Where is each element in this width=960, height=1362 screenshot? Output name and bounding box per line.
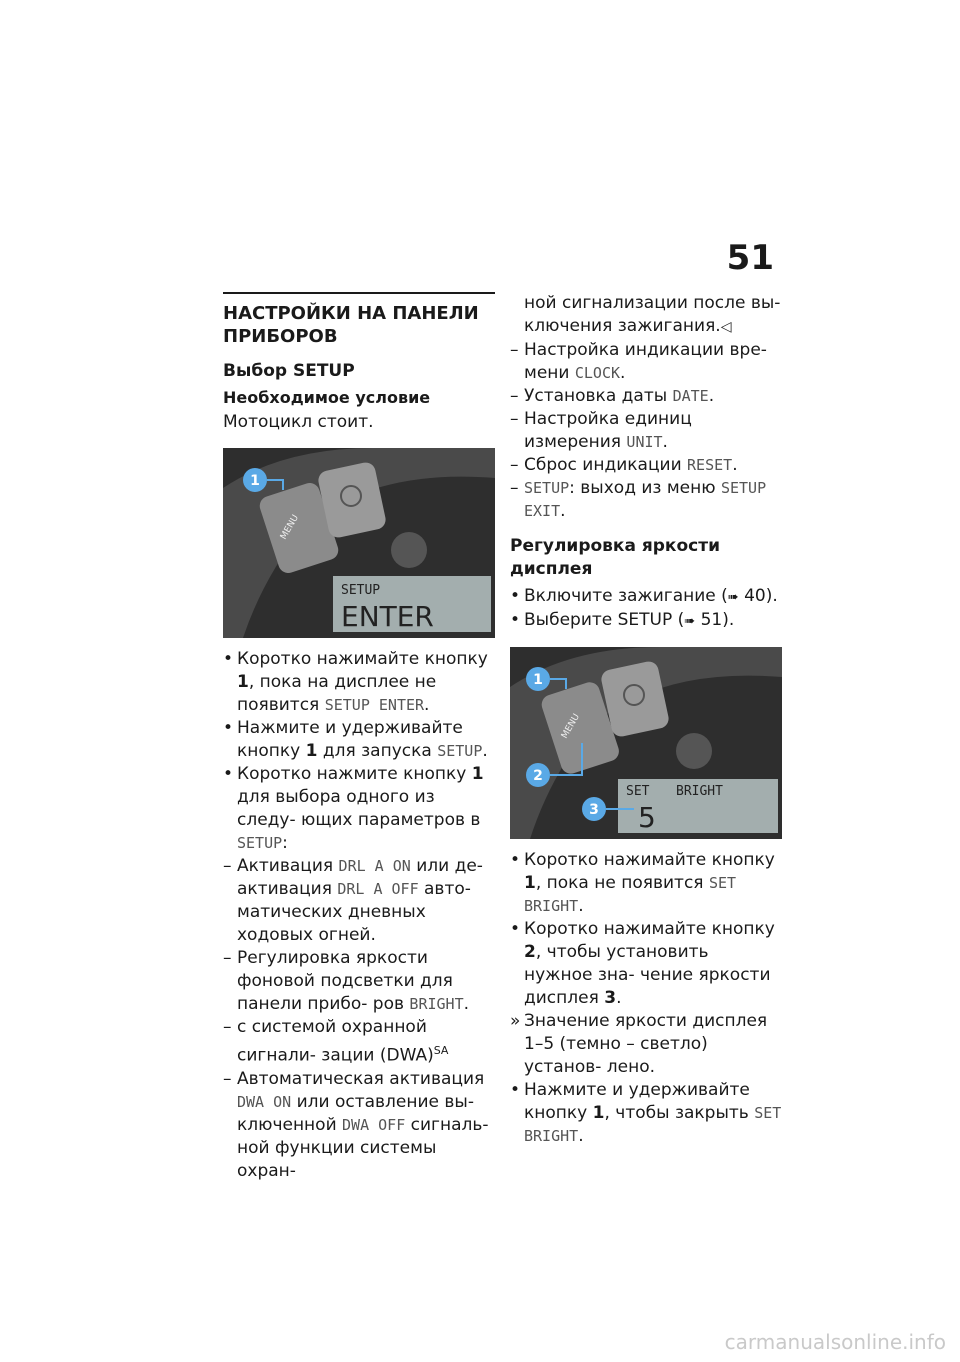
ref-number: 3 <box>604 988 617 1008</box>
list-marker: – <box>510 455 519 475</box>
list-marker: • <box>510 610 521 630</box>
list-item <box>223 1016 495 1068</box>
text: . <box>424 695 430 715</box>
display-text: CLOCK <box>574 364 621 382</box>
text: : <box>282 833 288 853</box>
text: ной сигнализации после вы- ключения зажигания. <box>524 293 781 336</box>
text: Значение яркости дисплея 1–5 (темно – светло) установ- лено. <box>524 1011 768 1077</box>
section-title-line1: НАСТРОЙКИ НА ПАНЕЛИ <box>223 303 479 324</box>
ref-number: 2 <box>524 942 536 962</box>
brightness-prerequisites <box>510 585 782 633</box>
list-item <box>510 609 782 633</box>
section-rule <box>223 292 495 294</box>
text: Коротко нажмите кнопку <box>237 764 472 784</box>
text: Включите зажигание ( <box>524 586 728 606</box>
screen-enter-text: ENTER <box>341 600 434 633</box>
list-item <box>510 477 782 523</box>
display-text: SET BRIGHT <box>524 874 737 915</box>
text: или де- активация <box>237 856 483 899</box>
brightness-heading <box>510 535 782 581</box>
list-marker: • <box>223 764 234 784</box>
text: или оставление вы- ключенной <box>237 1091 474 1135</box>
list-item <box>510 585 782 609</box>
list-item <box>510 339 782 385</box>
condition-heading: Необходимое условие <box>223 388 431 407</box>
option-marker: SA <box>433 1044 449 1057</box>
text: 51). <box>695 610 735 630</box>
text: . <box>560 501 566 521</box>
page-ref-arrow-icon: ➠ <box>684 614 696 629</box>
display-text: SETUP ENTER <box>324 696 425 714</box>
text: Нажмите и удерживайте кнопку <box>524 1080 750 1123</box>
list-item <box>510 1079 782 1148</box>
screen-set-text: SET <box>626 784 650 799</box>
text: Активация <box>237 856 339 876</box>
callout-2: 2 <box>533 768 543 784</box>
ref-number: 1 <box>592 1103 605 1123</box>
text: . <box>732 455 738 475</box>
callout-1: 1 <box>533 672 543 688</box>
list-marker: » <box>510 1011 521 1031</box>
photo-set-bright <box>510 647 782 839</box>
text: , чтобы установить нужное зна- чение яркости дисплея <box>524 942 771 1008</box>
display-text: BRIGHT <box>409 995 464 1013</box>
list-item <box>223 717 495 763</box>
display-text: DATE <box>672 387 709 405</box>
ref-number: 1 <box>237 672 249 692</box>
left-column <box>223 292 495 1183</box>
text: с системой охранной сигнали- зации (DWA) <box>237 1017 434 1066</box>
text: . <box>662 432 668 452</box>
page-ref-arrow-icon: ➠ <box>727 590 739 605</box>
text: , пока на дисплее не появится <box>237 672 437 715</box>
list-marker: – <box>223 856 232 876</box>
list-marker: – <box>223 1017 232 1037</box>
list-item <box>223 1068 495 1183</box>
list-marker: – <box>510 340 519 360</box>
text: Сброс индикации <box>524 455 688 475</box>
list-marker: – <box>510 478 519 498</box>
brightness-heading-line1: Регулировка яркости <box>510 536 720 556</box>
display-text: SETUP <box>437 742 483 760</box>
menu-button-label: MENU <box>278 513 301 542</box>
text: , пока не появится <box>535 873 709 893</box>
text: , чтобы закрыть <box>604 1103 755 1123</box>
ref-number: 1 <box>305 741 318 761</box>
text: Настройка индикации вре- мени <box>524 340 767 383</box>
brightness-heading-line2: дисплея <box>510 559 593 579</box>
text: Регулировка яркости фоновой подсветки для панели прибо- ров <box>237 948 453 1014</box>
text: Выберите SETUP ( <box>524 610 685 630</box>
list-item <box>510 292 782 339</box>
watermark: carmanualsonline.info <box>724 1330 946 1354</box>
brightness-steps <box>510 849 782 1148</box>
text: . <box>708 386 715 406</box>
ref-number: 1 <box>524 873 536 893</box>
display-text: SETUP <box>237 834 283 852</box>
list-item <box>223 855 495 947</box>
text: Коротко нажимайте кнопку <box>524 919 775 939</box>
list-item <box>223 648 495 717</box>
list-marker: – <box>223 1068 232 1089</box>
display-text: SET BRIGHT <box>524 1104 782 1145</box>
list-marker: – <box>223 948 232 968</box>
setup-subtitle: Выбор SETUP <box>223 361 355 381</box>
list-marker: • <box>223 718 234 738</box>
list-marker: – <box>510 409 519 429</box>
photo-set-bright-graphic <box>510 647 782 839</box>
text: для запуска <box>317 741 438 761</box>
display-text: SETUP EXIT <box>524 479 767 520</box>
text: Коротко нажимайте кнопку <box>237 649 488 669</box>
text: 40). <box>738 586 778 606</box>
ref-number: 1 <box>471 764 484 784</box>
screen-setup-text: SETUP <box>341 583 381 598</box>
screen-bright-text: BRIGHT <box>676 784 723 799</box>
display-text: DWA ON <box>237 1092 292 1111</box>
section-title <box>223 302 495 348</box>
list-marker: • <box>223 649 234 669</box>
text: . <box>578 896 584 916</box>
text: . <box>620 363 626 383</box>
section-title-line2: ПРИБОРОВ <box>223 326 338 347</box>
display-text: RESET <box>687 456 733 474</box>
end-marker-icon: ◁ <box>720 319 732 335</box>
text: Автоматическая активация <box>237 1068 485 1089</box>
list-item <box>223 763 495 855</box>
display-text: UNIT <box>626 433 663 451</box>
screen-value-text: 5 <box>638 801 656 834</box>
list-marker: • <box>510 850 521 870</box>
list-item <box>510 849 782 918</box>
page-number: 51 <box>726 238 774 278</box>
list-marker: • <box>510 919 521 939</box>
list-item <box>510 408 782 454</box>
callout-1: 1 <box>250 473 260 489</box>
list-item <box>510 1010 782 1079</box>
display-text: SETUP <box>524 479 570 497</box>
list-marker: • <box>510 586 521 606</box>
text: . <box>616 988 622 1008</box>
list-item <box>510 385 782 408</box>
photo-setup-enter-graphic <box>223 448 495 638</box>
list-item <box>223 947 495 1016</box>
right-column <box>510 292 782 1148</box>
condition-text: Мотоцикл стоит. <box>223 412 374 432</box>
setup-steps-continued <box>510 292 782 523</box>
text: сигналь- ной функции системы охран- <box>237 1114 489 1181</box>
setup-steps <box>223 648 495 1183</box>
text: Установка даты <box>524 386 673 406</box>
photo-setup-enter <box>223 448 495 638</box>
text: . <box>578 1126 584 1146</box>
display-text: DRL A ON <box>338 857 411 875</box>
text: . <box>482 741 488 761</box>
display-text: DRL A OFF <box>337 880 419 898</box>
text: Нажмите и удерживайте кнопку <box>237 718 463 761</box>
menu-button-label-2: MENU <box>559 712 582 741</box>
text: . <box>463 994 470 1014</box>
list-item <box>510 918 782 1010</box>
callout-3: 3 <box>589 802 599 818</box>
text: Коротко нажимайте кнопку <box>524 850 775 870</box>
text: : выход из меню <box>569 478 721 498</box>
text: для выбора одного из следу- ющих параметров в <box>237 787 481 830</box>
list-marker: • <box>510 1080 521 1100</box>
text: Настройка единиц измерения <box>524 409 692 452</box>
text: авто- матических дневных ходовых огней. <box>237 879 471 945</box>
display-text: DWA OFF <box>342 1115 406 1134</box>
list-item <box>510 454 782 477</box>
list-marker: – <box>510 386 519 406</box>
